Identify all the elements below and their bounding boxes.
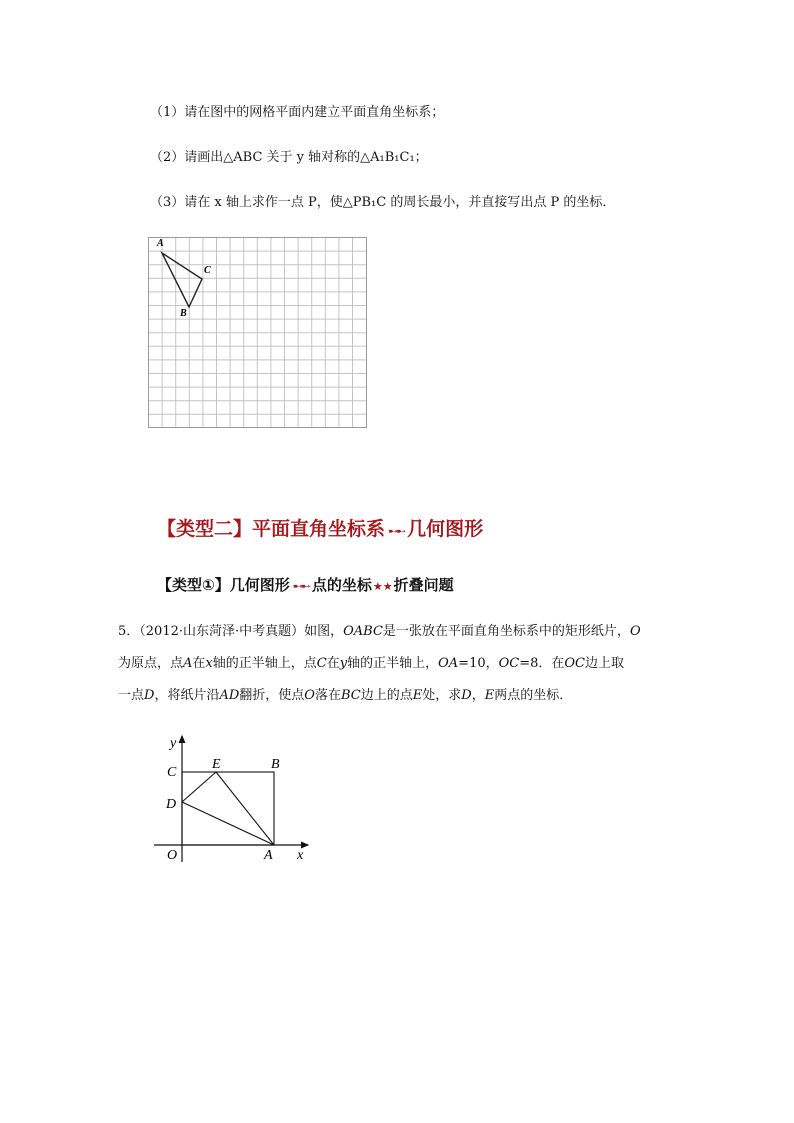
section-title-suffix: 几何图形 (407, 518, 484, 540)
label-d: D (166, 797, 177, 812)
subtitle-mid: 点的坐标 (311, 576, 372, 594)
label-o: O (167, 848, 178, 863)
triangle-abc (162, 253, 202, 307)
grid-figure (147, 236, 369, 432)
question-2: （2）请画出△ABC 关于 y 轴对称的△A₁B₁C₁； (150, 150, 428, 165)
segment-de (182, 772, 216, 802)
arrow-icon: ➸➸ (292, 579, 309, 593)
section-heading (157, 514, 483, 541)
label-c: C (167, 765, 177, 780)
label-b: B (271, 757, 280, 772)
segment-ea (216, 772, 274, 845)
label-c: C (204, 265, 211, 276)
subsection-heading (157, 574, 454, 595)
label-a: A (157, 238, 164, 249)
label-a: A (264, 848, 273, 863)
question-1: （1）请在图中的网格平面内建立平面直角坐标系； (150, 105, 445, 120)
star-icon: ★★ (372, 580, 393, 593)
x-axis-label: x (297, 848, 304, 863)
problem-5-line-3: 一点D，将纸片沿AD翻折，使点O落在BC边上的点E处，求D，E两点的坐标． (118, 688, 573, 703)
question-3: （3）请在 x 轴上求作一点 P，使△PB₁C 的周长最小，并直接写出点 P 的坐标． (150, 195, 616, 210)
rectangle-figure (150, 728, 320, 868)
label-b: B (180, 308, 187, 319)
subtitle-suffix: 折叠问题 (393, 576, 454, 594)
problem-5-line-2: 为原点，点A在x轴的正半轴上，点C在y轴的正半轴上，OA=10，OC=8．在OC边上取 (118, 656, 625, 671)
problem-5-line-1: 5．（2012·山东菏泽·中考真题）如图，OABC是一张放在平面直角坐标系中的矩形纸片，O (118, 624, 641, 639)
segment-ad (182, 802, 274, 845)
arrow-icon: ➸➸ (388, 524, 405, 538)
y-axis-label: y (170, 736, 177, 751)
subtitle-prefix: 【类型①】几何图形 (157, 576, 290, 594)
label-e: E (212, 757, 221, 772)
section-title: 【类型二】平面直角坐标系 (157, 518, 386, 540)
